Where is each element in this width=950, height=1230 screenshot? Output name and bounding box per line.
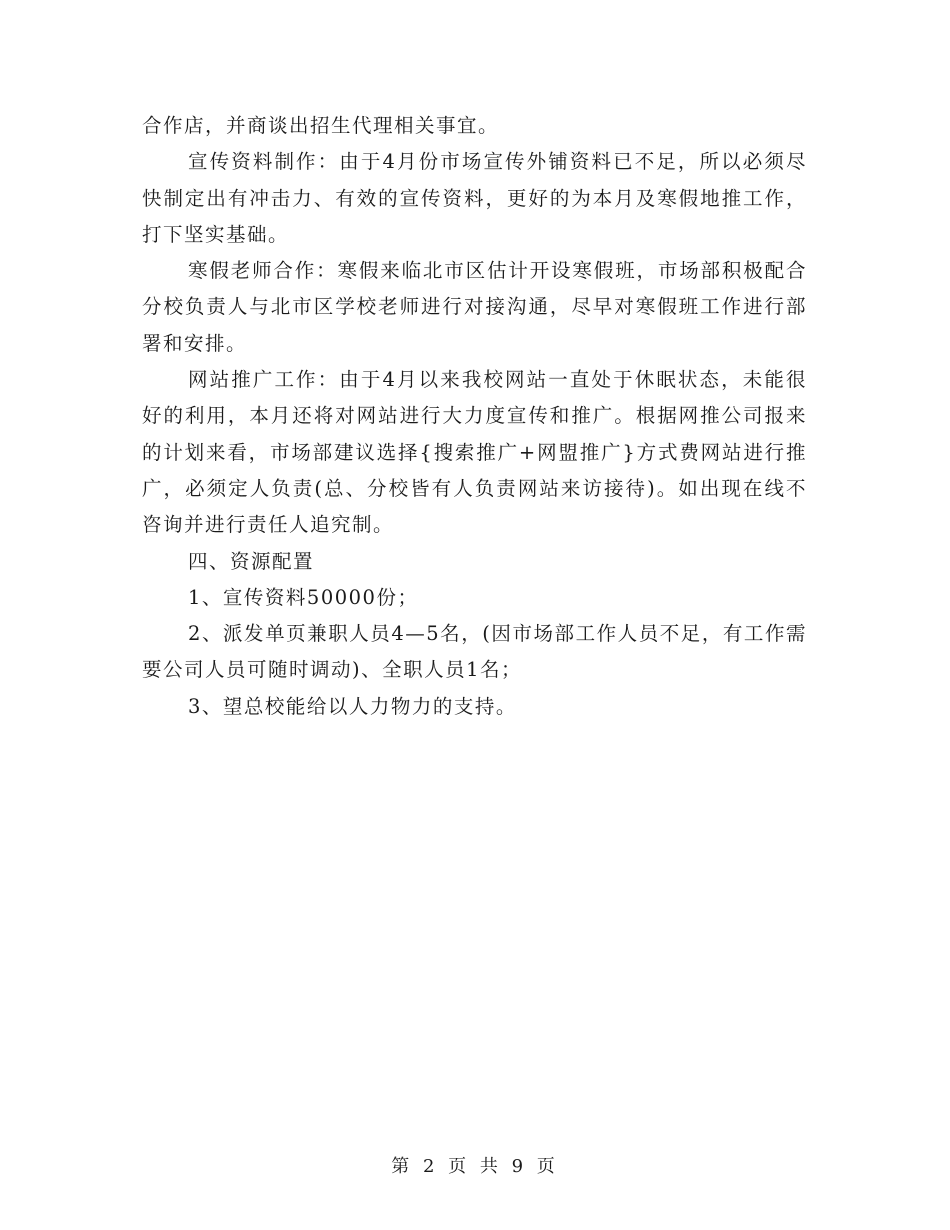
list-item-1: 1、宣传资料50000份； xyxy=(188,585,419,609)
paragraph-promo-materials: 宣传资料制作：由于4月份市场宣传外铺资料已不足，所以必须尽快制定出有冲击力、有效的宣传资料，更好的为本月及寒假地推工作，打下坚实基础。 xyxy=(142,150,807,246)
paragraph-winter-teachers: 寒假老师合作：寒假来临北市区估计开设寒假班，市场部积极配合分校负责人与北市区学校老师进行对接沟通，尽早对寒假班工作进行部署和安排。 xyxy=(142,259,807,355)
paragraph-continuation: 合作店，并商谈出招生代理相关事宜。 xyxy=(142,114,500,137)
page-number-footer: 第 2 页 共 9 页 xyxy=(391,1156,559,1177)
document-body xyxy=(142,108,807,725)
list-item-3: 3、望总校能给以人力物力的支持。 xyxy=(188,694,517,718)
list-item-2: 2、派发单页兼职人员4—5名，(因市场部工作人员不足，有工作需要公司人员可随时调动)、全职人员1名； xyxy=(142,622,807,682)
paragraph-website-promotion: 网站推广工作：由于4月以来我校网站一直处于休眠状态，未能很好的利用，本月还将对网站进行大力度宣传和推广。根据网推公司报来的计划来看，市场部建议选择{搜索推广+网盟推广}方式费网站进行推广，必须定人负责(总、分校皆有人负责网站来访接待)。如出现在线不咨询并进行责任人追究制。 xyxy=(142,368,807,537)
section-heading-resources: 四、资源配置 xyxy=(188,549,315,573)
